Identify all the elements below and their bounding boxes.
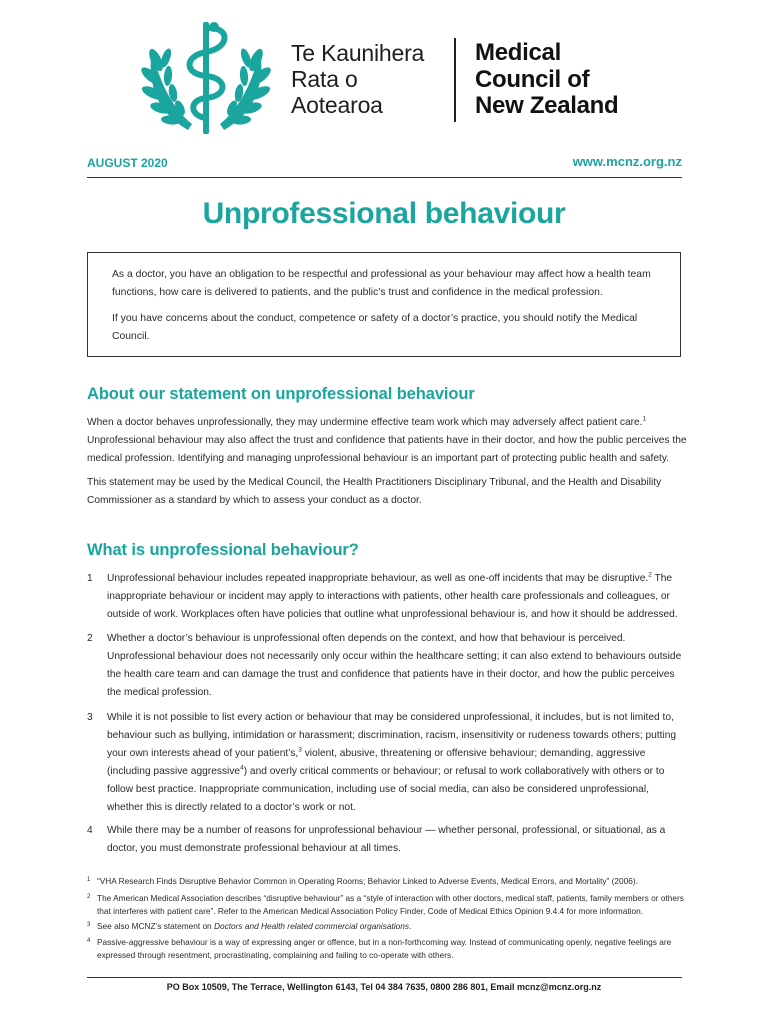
about-paragraph-2: This statement may be used by the Medical Council, the Health Practitioners Disciplinary Tribunal, and the Health and Disability Commissioner as a standard by which to assess your conduct as a doctor. <box>87 477 662 506</box>
list-number: 3 <box>87 712 93 723</box>
about-paragraph-1 <box>87 414 687 468</box>
intro-box <box>87 252 681 357</box>
footnote-text: “VHA Research Finds Disruptive Behavior Common in Operating Rooms; Behavior Linked to Adverse Events, Medical Errors, and Mortality” (2006). <box>97 876 638 886</box>
footnote <box>87 875 687 888</box>
footnote-text: The American Medical Association describes “disruptive behaviour” as a “style of interaction with other doctors, medical staff, patients, family members or others that interferes with patient care”. Refer to the American Medical Association Policy Finder, Code of Medical Ethics Opinion 9.4.4 for more information. <box>97 893 684 916</box>
maori-name-line: Te Kaunihera <box>291 40 425 66</box>
section-heading-about: About our statement on unprofessional behaviour <box>87 385 475 403</box>
list-item-text: While there may be a number of reasons for unprofessional behaviour — whether personal, professional, or situational, as a doctor, you must demonstrate professional behaviour at all times. <box>107 825 666 854</box>
text-span: . <box>409 921 412 931</box>
list-item-text <box>107 570 687 624</box>
list-number: 1 <box>87 573 93 584</box>
maori-council-name <box>291 40 424 118</box>
list-item <box>87 630 687 702</box>
footnote-number: 4 <box>87 938 91 944</box>
list-item <box>87 570 687 624</box>
text-span: The inappropriate behaviour or incident may apply to interactions with patients, other health care professionals and colleagues, or outside of work. Workplaces often have policies that outline what unprofessional behaviour is, and how it should be addressed. <box>107 573 678 620</box>
english-name-line: Medical <box>475 39 561 66</box>
footnote-number: 1 <box>87 877 91 883</box>
list-number: 2 <box>87 633 93 644</box>
text-span: Unprofessional behaviour includes repeated inappropriate behaviour, as well as one-off incidents that may be disruptive. <box>107 573 649 584</box>
footnote <box>87 936 687 961</box>
text-span: ) and overly critical comments or behaviour; or refusal to work collaboratively with others or to follow best practice. Inappropriate communication, including use of social media, can also be considered unprofessional, whether this is directly related to a doctor’s work or not. <box>107 766 665 813</box>
page-title: Unprofessional behaviour <box>202 197 566 230</box>
english-council-name <box>475 40 618 120</box>
header-rule <box>87 177 682 178</box>
mcnz-caduceus-logo <box>138 18 274 136</box>
footer-rule <box>87 977 682 978</box>
footnote-text <box>97 920 687 933</box>
footnote-number: 2 <box>87 894 91 900</box>
english-name-line: Council of <box>475 65 590 93</box>
header-divider <box>454 38 456 122</box>
section-heading-what: What is unprofessional behaviour? <box>87 541 359 559</box>
list-item-text <box>107 709 687 817</box>
footnote-ref: 4 <box>240 764 244 772</box>
list-item <box>87 822 687 858</box>
text-span: Unprofessional behaviour may also affect the trust and confidence that patients have in their doctor, and how the public perceives the medical profession. Identifying and managing unprofessional behaviour is an important part of protecting public health and safety. <box>87 435 687 464</box>
list-item <box>87 709 687 817</box>
text-span: When a doctor behaves unprofessionally, they may undermine effective team work which may adversely affect patient care. <box>87 417 643 428</box>
footnote-ref: 3 <box>298 746 302 754</box>
maori-name-line: Aotearoa <box>291 92 383 118</box>
text-span: See also MCNZ’s statement on <box>97 921 214 931</box>
list-item-text: Whether a doctor’s behaviour is unprofessional often depends on the context, and how that behaviour is perceived. Unprofessional behaviour does not necessarily only occur within the healthcare setting; it can also extend to behaviours outside the health care team and can damage the trust and confidence that patients have in their doctor, and how the public perceives the medical profession. <box>107 633 682 698</box>
list-number: 4 <box>87 825 93 836</box>
footnote-number: 3 <box>87 922 91 928</box>
text-span: violent, abusive, threatening or offensive behaviour; demanding, aggressive (including passive aggressive <box>107 748 646 777</box>
footnote-ref: 1 <box>642 415 647 423</box>
english-name-line: New Zealand <box>475 92 619 119</box>
footnote <box>87 892 687 917</box>
footnote-ref: 2 <box>648 571 652 579</box>
website-link[interactable]: www.mcnz.org.nz <box>572 154 682 169</box>
footnote-text: Passive-aggressive behaviour is a way of expressing anger or offence, but in a non-forthcoming way. Instead of communicating openly, negative feelings are expressed through resentment, procrastinating, complaining and failing to co-operate with others. <box>97 937 672 960</box>
text-span: While it is not possible to list every action or behaviour that may be considered unprofessional, it includes, but is not limited to, behaviour such as bullying, intimidation or harassment; discrimination, racism, insensitivity or rudeness towards others; putting your own interests ahead of your patient’s, <box>107 712 677 759</box>
maori-name-line: Rata o <box>291 66 358 92</box>
footer-contact: PO Box 10509, The Terrace, Wellington 6143, Tel 04 384 7635, 0800 286 801, Email mcnz@mcnz.org.nz <box>166 982 602 992</box>
intro-paragraph: As a doctor, you have an obligation to be respectful and professional as your behaviour may affect how a health team functions, how care is delivered to patients, and the public’s trust and confidence in the medical profession. <box>112 269 651 298</box>
footnote <box>87 920 687 933</box>
statement-link-text: Doctors and Health related commercial organisations <box>213 921 410 931</box>
intro-paragraph: If you have concerns about the conduct, competence or safety of a doctor’s practice, you should notify the Medical Council. <box>112 313 638 342</box>
publication-date: AUGUST 2020 <box>87 156 168 170</box>
